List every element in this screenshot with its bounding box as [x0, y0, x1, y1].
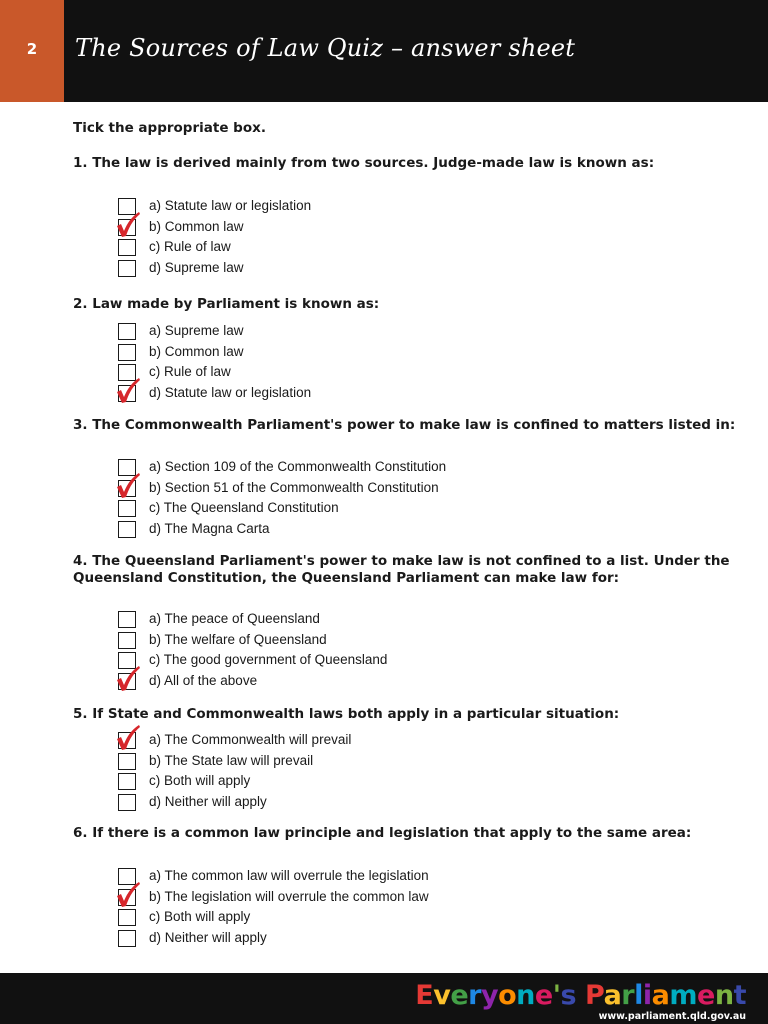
answer-option-label: d) The Magna Carta — [149, 521, 270, 537]
tick-mark-icon — [114, 377, 142, 405]
answer-checkbox[interactable] — [118, 500, 136, 517]
answer-option-label: a) Statute law or legislation — [149, 198, 312, 213]
answer-option-label: a) Section 109 of the Commonwealth Constitution — [149, 459, 447, 474]
answer-option-label: d) Statute law or legislation — [149, 385, 312, 401]
answer-checkbox[interactable] — [118, 909, 136, 926]
question-3: 3. The Commonwealth Parliament's power to make law is confined to matters listed in: — [73, 417, 736, 433]
page-footer — [0, 973, 768, 1024]
answer-option-label: a) The common law will overrule the legislation — [149, 868, 429, 883]
page-title: The Sources of Law Quiz – answer sheet — [75, 34, 576, 62]
instruction-text: Tick the appropriate box. — [73, 120, 266, 136]
footer-url: www.parliament.qld.gov.au — [598, 1011, 746, 1022]
question-4: 4. The Queensland Parliament's power to make law is not confined to a list. Under the Queensland Constitution, the Queensland Parliament can make law for: — [73, 553, 730, 586]
page-number: 2 — [26, 40, 38, 58]
tick-mark-icon — [114, 472, 142, 500]
question-1: 1. The law is derived mainly from two sources. Judge-made law is known as: — [73, 155, 655, 171]
tick-mark-icon — [114, 211, 142, 239]
answer-option-label: d) Supreme law — [149, 260, 244, 276]
answer-checkbox[interactable] — [118, 773, 136, 790]
answer-checkbox[interactable] — [118, 260, 136, 277]
answer-checkbox[interactable] — [118, 611, 136, 628]
answer-checkbox[interactable] — [118, 344, 136, 361]
answer-option-label: d) Neither will apply — [149, 794, 267, 810]
answer-checkbox[interactable] — [118, 521, 136, 538]
question-6: 6. If there is a common law principle and legislation that apply to the same area: — [73, 825, 692, 841]
answer-option-label: b) The State law will prevail — [149, 752, 314, 768]
tick-mark-icon — [114, 665, 142, 693]
answer-option-label: c) Both will apply — [149, 773, 251, 789]
answer-option-label: c) Rule of law — [149, 239, 231, 255]
answer-checkbox[interactable] — [118, 753, 136, 770]
logo-text: Everyone's Parliament — [415, 980, 746, 1011]
tick-mark-icon — [114, 881, 142, 909]
answer-option-label: c) Both will apply — [149, 909, 251, 925]
answer-checkbox[interactable] — [118, 239, 136, 256]
question-2: 2. Law made by Parliament is known as: — [73, 296, 380, 312]
answer-option-label: d) Neither will apply — [149, 930, 267, 946]
tick-mark-icon — [114, 724, 142, 752]
answer-checkbox[interactable] — [118, 632, 136, 649]
page-number-tab — [0, 0, 64, 102]
answer-option-label: c) Rule of law — [149, 364, 231, 380]
answer-option-label: b) Common law — [149, 218, 244, 234]
answer-option-label: d) All of the above — [149, 673, 258, 689]
answer-option-label: b) Common law — [149, 343, 244, 359]
answer-option-label: b) The welfare of Queensland — [149, 631, 327, 647]
answer-checkbox[interactable] — [118, 794, 136, 811]
answer-checkbox[interactable] — [118, 323, 136, 340]
answer-option-label: a) Supreme law — [149, 323, 244, 338]
answer-option-label: b) Section 51 of the Commonwealth Constitution — [149, 479, 439, 495]
answer-checkbox[interactable] — [118, 930, 136, 947]
answer-option-label: a) The peace of Queensland — [149, 611, 320, 626]
page-header — [0, 0, 768, 102]
answer-option-label: c) The Queensland Constitution — [149, 500, 339, 516]
answer-option-label: c) The good government of Queensland — [149, 652, 388, 668]
question-5: 5. If State and Commonwealth laws both apply in a particular situation: — [73, 706, 620, 722]
answer-option-label: b) The legislation will overrule the common law — [149, 888, 429, 904]
answer-option-label: a) The Commonwealth will prevail — [149, 732, 352, 747]
everyones-parliament-logo — [415, 982, 746, 1022]
